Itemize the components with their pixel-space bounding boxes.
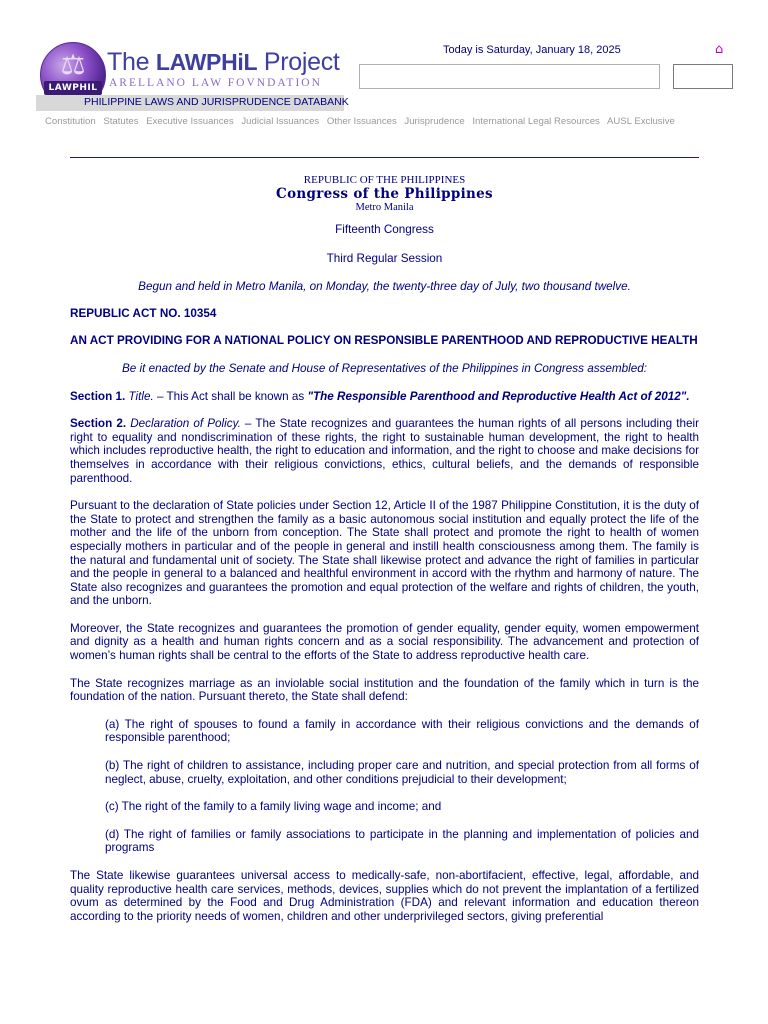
logo-title: The LAWPHiL Project xyxy=(107,48,340,76)
home-icon[interactable]: ⌂ xyxy=(715,42,724,57)
metro-heading: Metro Manila xyxy=(355,202,414,213)
paragraph-pursuant: Pursuant to the declaration of State policies under Section 12, Article II of the 1987 Philippine Constitution, it is the duty of the State to protect and strengthen the family as a basic autonomous social institution and equally protect the life of the mother and the life of the unborn from conception. The State shall protect and promote the right to health of women especially mothers in particular and of the people in general and instill health consciousness among them. The family is the natural and fundamental unit of society. The State shall likewise protect and advance the right of families in particular and the people in general to a balanced and healthful environment in accord with the rhythm and harmony of nature. The State also recognizes and guarantees the promotion and equal protection of the welfare and rights of children, the youth, and the unborn. xyxy=(70,499,699,608)
congress-number: Fifteenth Congress xyxy=(335,223,434,236)
nav-executive-issuances[interactable]: Executive Issuances xyxy=(146,116,234,127)
republic-heading: REPUBLIC OF THE PHILIPPINES xyxy=(303,174,466,186)
nav-other-issuances[interactable]: Other Issuances xyxy=(326,116,397,127)
scales-of-justice-icon: ⚖ xyxy=(60,48,86,81)
lawphil-logo[interactable] xyxy=(36,41,356,113)
list-item: (c) The right of the family to a family living wage and income; and xyxy=(105,800,442,814)
list-item: (b) The right of children to assistance, including proper care and nutrition, and special protection from all forms of neglect, abuse, cruelty, exploitation, and other conditions prejudicial to their development; xyxy=(105,759,699,786)
main-nav xyxy=(45,116,680,127)
section-2: Section 2. Declaration of Policy. – The State recognizes and guarantees the human rights of all persons including their right to equality and nondiscrimination of these rights, the right to sustainable human development, the right to health which includes reproductive health, the right to education and information, and the right to choose and make decisions for themselves in accordance with their religious convictions, ethics, cultural beliefs, and the demands of responsible parenthood. xyxy=(70,417,699,485)
begun-statement: Begun and held in Metro Manila, on Monday, the twenty-three day of July, two thousand twelve. xyxy=(138,280,631,294)
search-input[interactable] xyxy=(359,64,660,89)
logo-badge: LAWPHIL xyxy=(44,81,102,95)
today-date: Today is Saturday, January 18, 2025 xyxy=(443,44,621,56)
nav-international-legal-resources[interactable]: International Legal Resources xyxy=(472,116,600,127)
congress-heading: Congress of the Philippines xyxy=(276,186,493,202)
enacting-clause: Be it enacted by the Senate and House of Representatives of the Philippines in Congress assembled: xyxy=(122,361,647,375)
act-number: REPUBLIC ACT NO. 10354 xyxy=(70,306,217,320)
document-body xyxy=(70,174,699,937)
nav-judicial-issuances[interactable]: Judicial Issuances xyxy=(241,116,320,127)
paragraph-marriage: The State recognizes marriage as an inviolable social institution and the foundation of the family which in turn is the foundation of the nation. Pursuant thereto, the State shall defend: xyxy=(70,676,699,704)
section-1: Section 1. Title. – This Act shall be known as "The Responsible Parenthood and Reproductive Health Act of 2012". xyxy=(70,389,690,403)
nav-statutes[interactable]: Statutes xyxy=(103,116,139,127)
logo-subtitle: ARELLANO LAW FOVNDATION xyxy=(109,77,322,89)
paragraph-likewise: The State likewise guarantees universal access to medically-safe, non-abortifacient, effective, legal, affordable, and quality reproductive health care services, methods, devices, supplies which do not prevent the implantation of a fertilized ovum as determined by the Food and Drug Administration (FDA) and relevant information and education thereon according to the priority needs of women, children and other underprivileged sectors, giving preferential xyxy=(70,869,699,923)
search-button[interactable] xyxy=(673,64,733,89)
list-item: (d) The right of families or family associations to participate in the planning and implementation of policies and programs xyxy=(105,827,699,855)
list-item: (a) The right of spouses to found a family in accordance with their religious convictions and the demands of responsible parenthood; xyxy=(105,717,699,745)
nav-ausl-exclusive[interactable]: AUSL Exclusive xyxy=(606,116,675,127)
logo-strip: PHILIPPINE LAWS AND JURISPRUDENCE DATABANK xyxy=(36,95,344,111)
paragraph-moreover: Moreover, the State recognizes and guarantees the promotion of gender equality, gender equity, women empowerment and dignity as a health and human rights concern and as a social responsibility. The advancement and protection of women’s human rights shall be central to the efforts of the State to address reproductive health care. xyxy=(70,621,699,663)
header-divider xyxy=(70,157,699,158)
session: Third Regular Session xyxy=(326,251,443,265)
nav-jurisprudence[interactable]: Jurisprudence xyxy=(404,116,465,127)
nav-constitution[interactable]: Constitution xyxy=(45,116,96,127)
act-title: AN ACT PROVIDING FOR A NATIONAL POLICY ON RESPONSIBLE PARENTHOOD AND REPRODUCTIVE HEALTH xyxy=(70,334,698,348)
